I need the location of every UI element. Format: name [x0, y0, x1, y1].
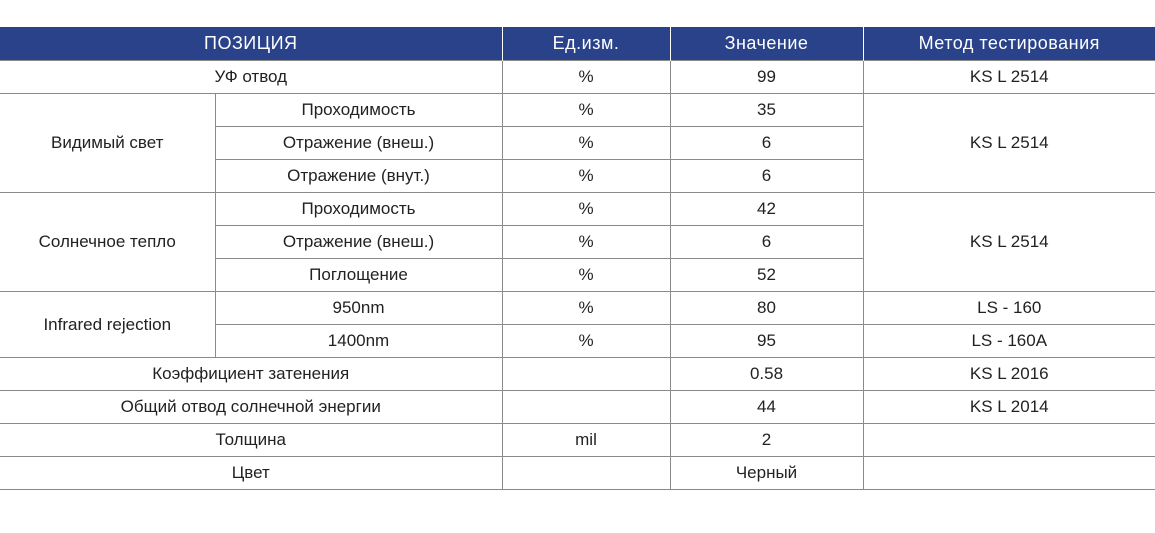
row-label: Коэффициент затенения [0, 358, 502, 391]
row-label: 950nm [215, 292, 502, 325]
row-label: Отражение (внут.) [215, 160, 502, 193]
row-unit: % [502, 94, 670, 127]
row-unit: % [502, 292, 670, 325]
table-row [0, 61, 1155, 94]
row-method: LS - 160 [863, 292, 1155, 325]
row-label: Отражение (внеш.) [215, 226, 502, 259]
row-unit: % [502, 325, 670, 358]
row-value: 52 [670, 259, 863, 292]
row-label: Толщина [0, 424, 502, 457]
spec-table [0, 27, 1155, 490]
header-value: Значение [670, 27, 863, 61]
row-unit: % [502, 226, 670, 259]
row-label: 1400nm [215, 325, 502, 358]
row-label: Поглощение [215, 259, 502, 292]
row-method: KS L 2016 [863, 358, 1155, 391]
row-unit: % [502, 61, 670, 94]
row-label: Общий отвод солнечной энергии [0, 391, 502, 424]
row-value: 6 [670, 160, 863, 193]
row-unit: % [502, 127, 670, 160]
row-value: 44 [670, 391, 863, 424]
group-label: Солнечное тепло [0, 193, 215, 292]
header-row [0, 27, 1155, 61]
row-method: KS L 2514 [863, 193, 1155, 292]
row-method: KS L 2514 [863, 61, 1155, 94]
header-position: ПОЗИЦИЯ [0, 27, 502, 61]
row-method: KS L 2514 [863, 94, 1155, 193]
row-label: Проходимость [215, 94, 502, 127]
row-method: KS L 2014 [863, 391, 1155, 424]
row-unit [502, 457, 670, 490]
group-label: Видимый свет [0, 94, 215, 193]
table-row [0, 424, 1155, 457]
row-unit: % [502, 160, 670, 193]
row-value: 95 [670, 325, 863, 358]
row-value: Черный [670, 457, 863, 490]
table-row [0, 193, 1155, 226]
row-value: 80 [670, 292, 863, 325]
row-label: Цвет [0, 457, 502, 490]
row-unit [502, 391, 670, 424]
row-method [863, 457, 1155, 490]
row-value: 2 [670, 424, 863, 457]
header-unit: Ед.изм. [502, 27, 670, 61]
row-value: 0.58 [670, 358, 863, 391]
row-label: Отражение (внеш.) [215, 127, 502, 160]
row-method [863, 424, 1155, 457]
row-unit: % [502, 193, 670, 226]
row-unit: % [502, 259, 670, 292]
row-value: 35 [670, 94, 863, 127]
row-label: УФ отвод [0, 61, 502, 94]
row-value: 6 [670, 127, 863, 160]
table-row [0, 358, 1155, 391]
row-unit [502, 358, 670, 391]
row-value: 6 [670, 226, 863, 259]
row-value: 42 [670, 193, 863, 226]
row-value: 99 [670, 61, 863, 94]
table-row [0, 94, 1155, 127]
table-row [0, 292, 1155, 325]
row-method: LS - 160A [863, 325, 1155, 358]
table-row [0, 457, 1155, 490]
group-label: Infrared rejection [0, 292, 215, 358]
table-row [0, 391, 1155, 424]
row-label: Проходимость [215, 193, 502, 226]
header-method: Метод тестирования [863, 27, 1155, 61]
row-unit: mil [502, 424, 670, 457]
